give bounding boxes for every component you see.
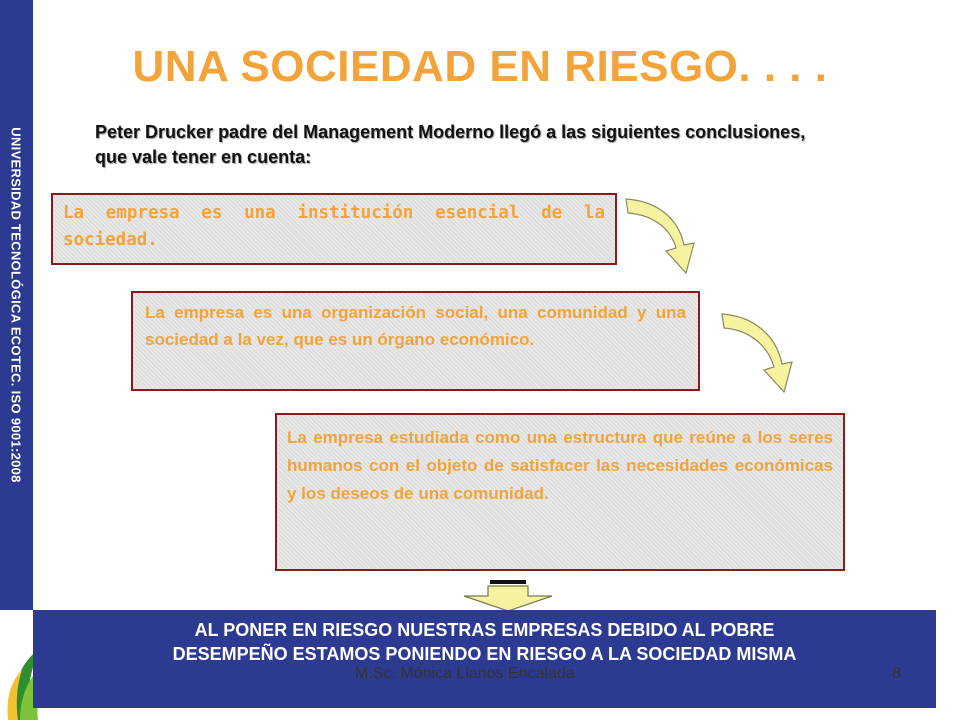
banner-line-2: DESEMPEÑO ESTAMOS PONIENDO EN RIESGO A LA SOCIEDAD MISMA [172,644,797,664]
conclusion-box-2 [131,291,700,391]
intro-text: Peter Drucker padre del Management Moderno llegó a las siguientes conclusiones, que vale tener en cuenta: [95,122,806,167]
conclusion-text-3: La empresa estudiada como una estructura que reúne a los seres humanos con el objeto de satisfacer las necesidades económicas y los deseos de una comunidad. [287,428,833,503]
conclusion-banner [33,610,936,708]
banner-text [33,618,936,666]
conclusion-text-1: La empresa es una institución esencial de la sociedad. [63,203,605,250]
curved-arrow-icon [718,310,800,396]
sidebar-text: UNIVERSIDAD TECNOLÓGICA ECOTEC. ISO 9001:2008 [8,127,24,483]
footer [0,665,960,685]
footer-credit: M.Sc. Mónica Llanos Encalada [355,665,575,682]
conclusion-text-2: La empresa es una organización social, una comunidad y una sociedad a la vez, que es un órgano económico. [145,303,686,349]
curved-arrow-icon [622,195,702,277]
banner-line-1: AL PONER EN RIESGO NUESTRAS EMPRESAS DEBIDO AL POBRE [194,620,775,640]
conclusion-box-1 [51,193,617,265]
slide-title: UNA SOCIEDAD EN RIESGO. . . . [132,42,828,91]
page-number: 8 [892,665,901,682]
conclusion-box-3 [275,413,845,571]
down-arrow-icon [462,580,554,612]
